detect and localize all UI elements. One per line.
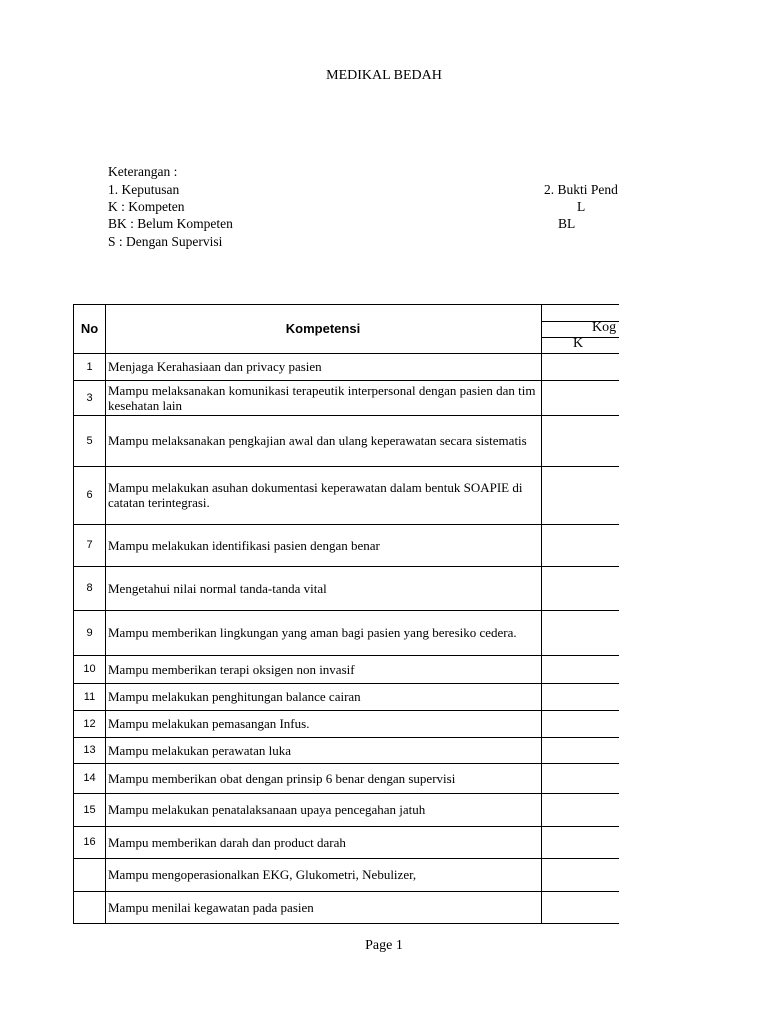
row-rule — [73, 610, 619, 611]
competency-text: Mampu melakukan penghitungan balance cairan — [108, 689, 361, 704]
legend-item-kompeten: K : Kompeten — [108, 199, 185, 214]
row-number: 7 — [86, 539, 93, 551]
legend-heading: Keterangan : — [108, 164, 178, 179]
competency-text: Mampu melakukan asuhan dokumentasi keperawatan dalam bentuk SOAPIE di catatan terintegrasi. — [108, 480, 523, 510]
competency-text: Mampu memberikan obat dengan prinsip 6 benar dengan supervisi — [108, 771, 456, 786]
competency-text: Mampu melaksanakan komunikasi terapeutik interpersonal dengan pasien dan tim kesehatan lain — [108, 383, 536, 413]
row-rule — [73, 415, 619, 416]
page-title: MEDIKAL BEDAH — [326, 68, 442, 83]
row-rule — [73, 710, 619, 711]
header-kompetensi: Kompetensi — [285, 321, 361, 336]
row-number: 1 — [86, 361, 93, 373]
row-rule — [73, 655, 619, 656]
competency-text: Mampu melakukan penatalaksanaan upaya pencegahan jatuh — [108, 802, 426, 817]
row-rule — [73, 683, 619, 684]
header-sub-k: K — [573, 336, 584, 351]
row-number — [74, 892, 105, 923]
row-rule — [73, 566, 619, 567]
competency-text: Mampu melakukan pemasangan Infus. — [108, 716, 310, 731]
row-number: 10 — [83, 663, 96, 675]
legend-item-l: L — [577, 199, 586, 214]
row-number: 9 — [86, 627, 93, 639]
row-rule — [73, 380, 619, 381]
competency-text: Mampu mengoperasionalkan EKG, Glukometri, Nebulizer, — [108, 867, 417, 882]
competency-text: Mampu memberikan lingkungan yang aman bagi pasien yang beresiko cedera. — [108, 625, 517, 640]
legend-item-bukti: 2. Bukti Pend — [544, 182, 618, 197]
row-number: 3 — [86, 392, 93, 404]
row-rule — [73, 891, 619, 892]
competency-text: Mampu melaksanakan pengkajian awal dan ulang keperawatan secara sistematis — [108, 433, 527, 448]
header-group: Kog — [592, 320, 617, 335]
row-rule — [73, 353, 619, 354]
competency-text: Mengetahui nilai normal tanda-tanda vital — [108, 581, 327, 596]
row-rule — [73, 793, 619, 794]
no-column-rule — [105, 304, 106, 924]
row-rule — [73, 923, 619, 924]
table-top-rule — [73, 304, 619, 305]
row-rule — [73, 466, 619, 467]
competency-text: Mampu memberikan terapi oksigen non invasif — [108, 662, 355, 677]
row-number: 13 — [83, 744, 96, 756]
row-number: 6 — [86, 489, 93, 501]
row-rule — [73, 524, 619, 525]
legend-item-supervisi: S : Dengan Supervisi — [108, 234, 223, 249]
row-number: 12 — [83, 718, 96, 730]
row-number — [74, 859, 105, 891]
row-rule — [73, 763, 619, 764]
legend-item-keputusan: 1. Keputusan — [108, 182, 180, 197]
competency-text: Mampu melakukan perawatan luka — [108, 743, 292, 758]
row-rule — [73, 858, 619, 859]
row-rule — [73, 737, 619, 738]
kompetensi-column-rule — [541, 304, 542, 924]
competency-text: Mampu melakukan identifikasi pasien dengan benar — [108, 538, 380, 553]
row-number: 14 — [83, 772, 96, 784]
legend-item-belum-kompeten: BK : Belum Kompeten — [108, 216, 233, 231]
row-number: 5 — [86, 435, 93, 447]
legend-item-bl: BL — [558, 216, 576, 231]
header-no: No — [80, 321, 99, 336]
row-number: 8 — [86, 582, 93, 594]
row-number: 11 — [83, 691, 96, 703]
page-footer: Page 1 — [365, 938, 403, 953]
competency-text: Menjaga Kerahasiaan dan privacy pasien — [108, 359, 322, 374]
competency-text: Mampu menilai kegawatan pada pasien — [108, 900, 314, 915]
row-number: 16 — [83, 836, 96, 848]
row-rule — [73, 826, 619, 827]
row-number: 15 — [83, 804, 96, 816]
competency-text: Mampu memberikan darah dan product darah — [108, 835, 346, 850]
